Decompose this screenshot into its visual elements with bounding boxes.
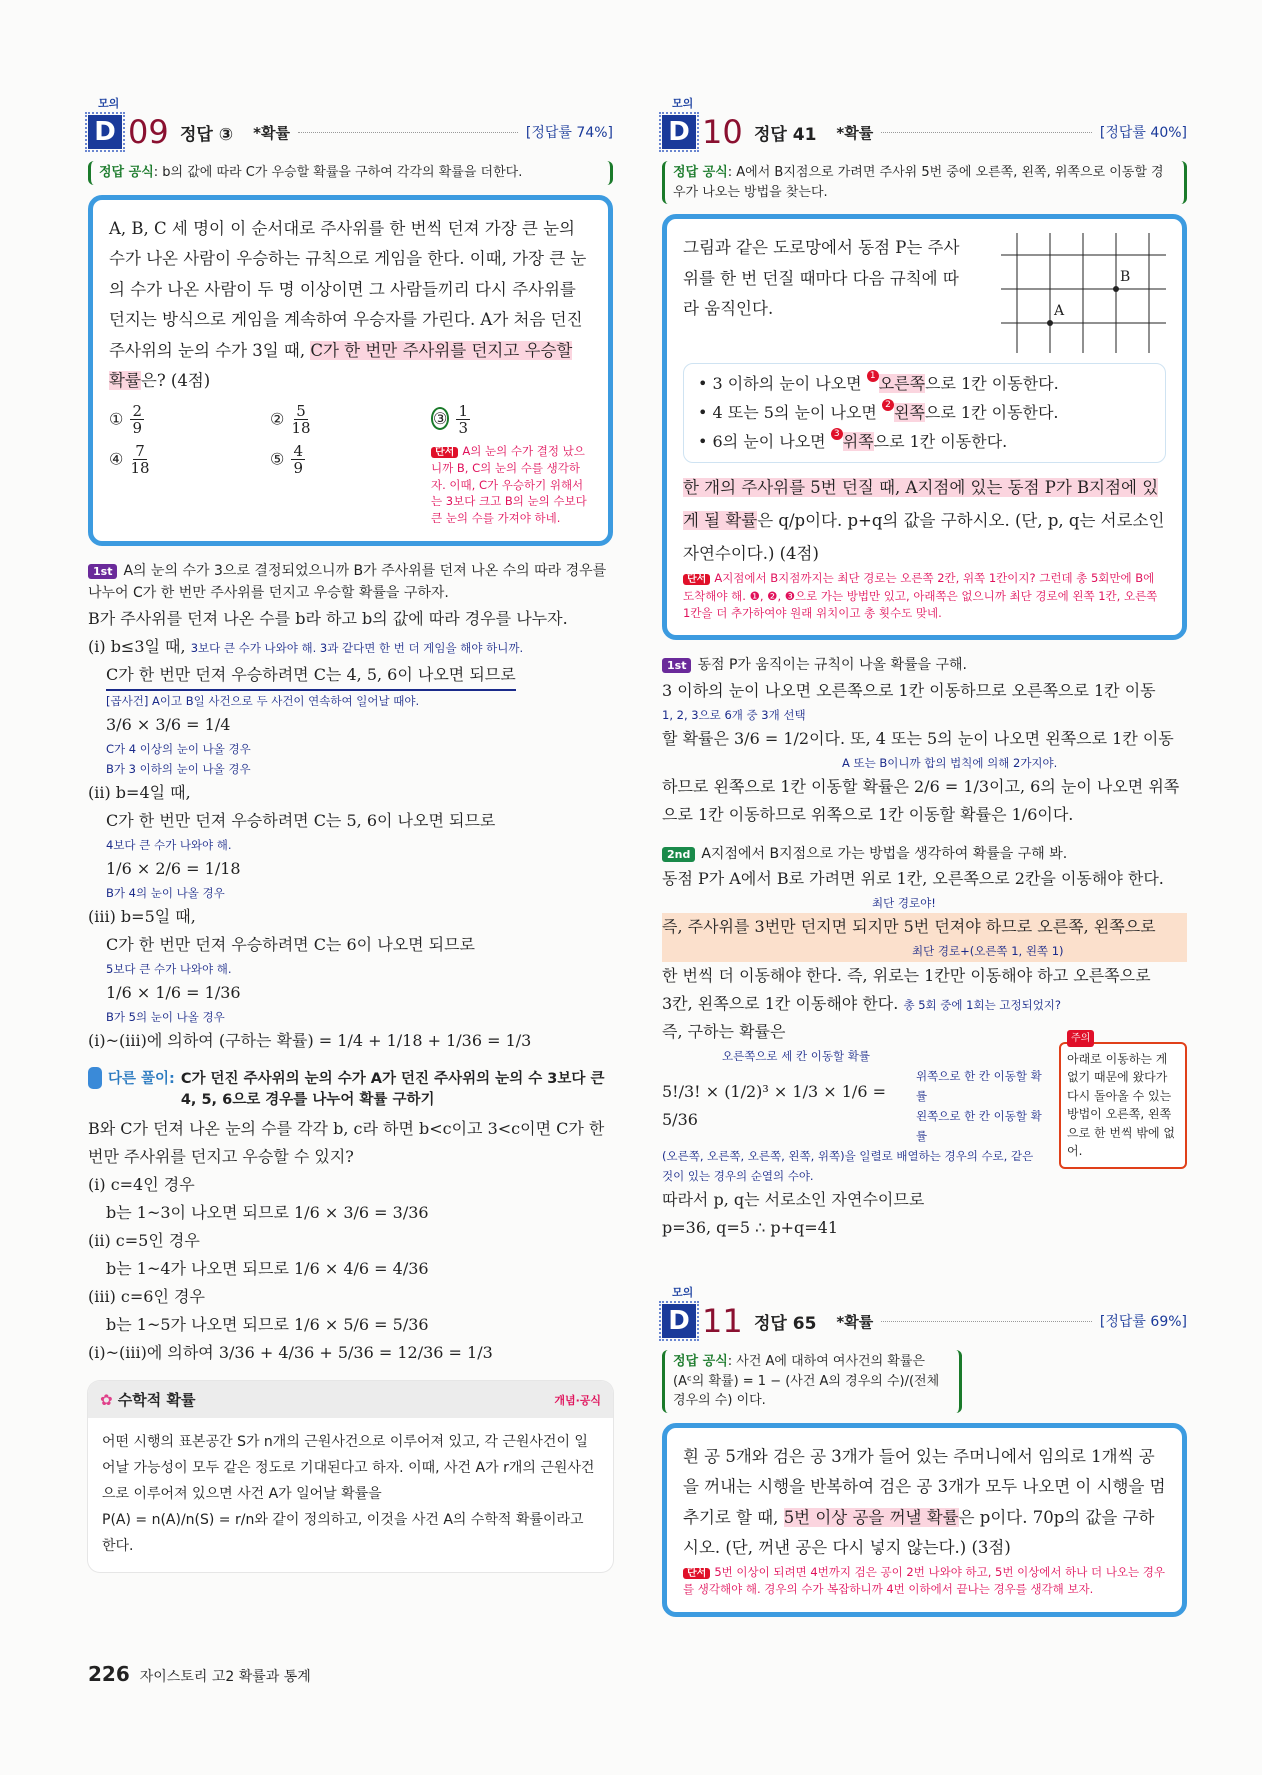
case-head: (i) c=4인 경우 — [88, 1175, 195, 1195]
concept-text: 어떤 시행의 표본공간 S가 n개의 근원사건으로 이루어져 있고, 각 근원사건이 일어날 가능성이 모두 같은 정도로 기대된다고 하자. 이때, 사건 A가 r개의 근원사건으로 이루어져 있으면 사건 A가 일어날 확률을 — [102, 1434, 595, 1503]
concept-title: ✿ 수학적 확률 — [100, 1389, 195, 1410]
answer-formula — [662, 161, 1187, 204]
body-line: 3칸, 왼쪽으로 1칸 이동해야 한다. — [662, 993, 899, 1013]
body-line: 동점 P가 A에서 B로 가려면 위로 1칸, 오른쪽으로 2칸을 이동해야 한다. — [662, 869, 1164, 889]
case-head: (ii) c=5인 경우 — [88, 1231, 200, 1251]
annotation: 1, 2, 3으로 6개 중 3개 선택 — [662, 707, 806, 722]
case-line: C가 한 번만 던져 우승하려면 C는 4, 5, 6이 나오면 되므로 — [106, 661, 516, 691]
choice-mark: ⑤ — [270, 449, 285, 469]
d-badge: D — [662, 1304, 696, 1338]
problem-highlight: C가 한 번만 주사위를 던지고 우승할 확률 — [109, 340, 573, 391]
rule-3: • 6의 눈이 나오면 3 위쪽으로 1칸 이동한다. — [698, 428, 1008, 451]
choice-mark: ① — [109, 409, 124, 429]
step1-body — [662, 677, 1187, 829]
body-line: 3 이하의 눈이 나오면 오른쪽으로 1칸 이동하므로 오른쪽으로 1칸 이동 — [662, 680, 1156, 700]
d-badge: D — [662, 115, 696, 149]
case-head: (iii) c=6인 경우 — [88, 1287, 205, 1307]
d-badge: D — [88, 115, 122, 149]
calculation-section — [662, 1018, 1187, 1243]
alternative-solution-header — [88, 1067, 613, 1109]
body-line: 즉, 주사위를 3번만 던지면 되지만 5번 던져야 하므로 오른쪽, 왼쪽으로 — [662, 913, 1187, 941]
topic-label: *확률 — [836, 123, 874, 142]
formula-label: 정답 공식 — [673, 1354, 728, 1370]
annotation: 오른쪽으로 세 칸 이동할 확률 — [722, 1048, 870, 1063]
caution-text: 아래로 이동하는 게 없기 때문에 왔다가 다시 돌아올 수 있는 방법이 오른쪽, 왼쪽으로 한 번씩 밖에 없어. — [1067, 1051, 1175, 1159]
hint-tag: 단서 — [683, 1568, 710, 1579]
answer-choices — [109, 403, 592, 527]
concept-formula: P(A) = n(A)/n(S) = r/n — [102, 1512, 255, 1529]
body-line: 한 번씩 더 이동해야 한다. 즉, 위로는 1칸만 이동해야 하고 오른쪽으로 — [662, 965, 1151, 985]
annotation: 최단 경로+(오른쪽 1, 왼쪽 1) — [662, 941, 1187, 961]
accuracy-rate: [정답률 74%] — [525, 125, 613, 141]
formula-text: : A에서 B지점으로 가려면 주사위 5번 중에 오른쪽, 왼쪽, 위쪽으로 이동할 경우가 나오는 방법을 찾는다. — [673, 165, 1164, 200]
dotted-leader — [881, 132, 1092, 133]
annotation: [곱사건] A이고 B일 사건으로 두 사건이 연속하여 일어날 때야. — [106, 693, 420, 708]
concept-tail: 와 같이 정의하고, 이것을 사건 A의 수학적 확률이라고 한다. — [102, 1512, 584, 1554]
formula-equation: (Aᶜ의 확률) = 1 − (사건 A의 경우의 수)/(전체 경우의 수) 이다. — [673, 1373, 940, 1409]
choice-4[interactable] — [109, 443, 270, 527]
choice-mark: ③ — [433, 409, 448, 429]
movement-rules — [683, 363, 1166, 463]
rule-2: • 4 또는 5의 눈이 나오면 2 왼쪽으로 1칸 이동한다. — [698, 399, 1059, 422]
rule-1: • 3 이하의 눈이 나오면 1 오른쪽으로 1칸 이동한다. — [698, 371, 1059, 393]
choice-5[interactable] — [270, 443, 431, 527]
mock-label: 모의 — [98, 97, 120, 110]
problem-box — [662, 214, 1187, 640]
step-1 — [662, 654, 1187, 676]
conclusion: (i)~(iii)에 의하여 (구하는 확률) = 1/4 + 1/18 + 1/36 = 1/3 — [88, 1031, 532, 1051]
hint-text: A지점에서 B지점까지는 최단 경로는 오른쪽 2칸, 위쪽 1칸이지? 그런데 총 5회만에 B에 도착해야 해. ❶, ❷, ❸으로 가는 방법만 있고, 아래쪽은 없으니까 최단 경로에 왼쪽 1칸, 오른쪽 1칸을 더 추가하여야 원래 위치이고 총 횟수도 맞네. — [683, 571, 1158, 620]
step-text: A의 눈의 수가 3으로 결정되었으니까 B가 주사위를 던져 나온 수의 따라 경우를 나누어 C가 한 번만 주사위를 던지고 우승할 확률을 구하자. — [88, 562, 607, 602]
hint-text: 5번 이상이 되려면 4번까지 검은 공이 2번 나와야 하고, 5번 이상에서 하나 더 나오는 경우를 생각해야 해. 경우의 수가 복잡하니까 4번 이하에서 끝나는 경우를 생각해 보자. — [683, 1564, 1166, 1597]
step-2 — [662, 843, 1187, 865]
alt-title: C가 던진 주사위의 눈의 수가 A가 던진 주사위의 눈의 수 3보다 큰 4, 5, 6으로 경우를 나누어 확률 구하기 — [180, 1071, 605, 1109]
step-tag: 1st — [662, 658, 691, 673]
right-column — [662, 95, 1187, 1617]
problem-intro: 그림과 같은 도로망에서 동점 P는 주사위를 한 번 던질 때마다 다음 규칙에 따라 움직인다. — [683, 238, 960, 319]
choice-mark: ② — [270, 409, 285, 429]
formula-text: : 사건 A에 대하여 여사건의 확률은 — [727, 1354, 925, 1370]
hint-tag: 단서 — [431, 447, 458, 458]
problem-highlight: 5번 이상 공을 꺼낼 확률 — [783, 1507, 959, 1527]
book-title: 자이스토리 고2 확률과 통계 — [139, 1669, 311, 1685]
annotation: B가 5의 눈이 나올 경우 — [106, 1010, 225, 1025]
problem-box — [662, 1423, 1187, 1617]
hint-text: A의 눈의 수가 결정 났으니까 B, C의 눈의 수를 생각하자. 이때, C가 우승하기 위해서는 3보다 크고 B의 눈의 수보다 큰 눈의 수를 가져야 하네. — [431, 443, 587, 526]
caution-box — [1059, 1032, 1187, 1170]
concept-tag: 개념·공식 — [554, 1393, 601, 1407]
topic-label: *확률 — [253, 123, 290, 142]
page-number: 226 — [88, 1662, 130, 1686]
question-text — [683, 471, 1166, 570]
annotation: 최단 경로야! — [872, 896, 936, 911]
answer-formula — [662, 1350, 962, 1413]
question-11-header — [662, 1300, 1187, 1342]
choice-3-correct[interactable] — [431, 403, 592, 437]
body-line: 할 확률은 3/6 = 1/2이다. 또, 4 또는 5의 눈이 나오면 왼쪽으로 1칸 이동 — [662, 728, 1174, 748]
problem-tail: 은 p이다. 70p의 값을 구하시오. (단, 꺼낸 공은 다시 넣지 않는다.) (3점) — [683, 1507, 1155, 1558]
fraction: $\frac{2}{9}$ — [132, 401, 142, 438]
question-number: 09 — [128, 113, 169, 151]
step-tag: 1st — [88, 564, 117, 579]
question-number: 11 — [702, 1302, 743, 1341]
case-line: b는 1~3이 나오면 되므로 1/6 × 3/6 = 3/36 — [106, 1203, 429, 1223]
accuracy-rate: [정답률 40%] — [1099, 125, 1187, 141]
choice-1[interactable] — [109, 403, 270, 437]
equation: 3/6 × 3/6 = 1/4 — [106, 714, 231, 734]
road-grid-figure — [1001, 233, 1166, 353]
case-line: b는 1~4가 나오면 되므로 1/6 × 4/6 = 4/36 — [106, 1259, 429, 1279]
case-line: C가 한 번만 던져 우승하려면 C는 5, 6이 나오면 되므로 — [106, 810, 496, 830]
problem-box — [88, 195, 613, 546]
hint — [431, 443, 592, 527]
formula-text: : b의 값에 따라 C가 우승할 확률을 구하여 각각의 확률을 더한다. — [153, 165, 523, 180]
point-a-label: A — [1054, 303, 1065, 319]
annotation: 총 5회 중에 1회는 고정되었지? — [903, 997, 1062, 1012]
body-line: 으로 1칸 이동하므로 위쪽으로 1칸 이동할 확률은 1/6이다. — [662, 804, 1074, 824]
problem-tail: 은? (4점) — [140, 371, 211, 391]
number-badge: 3 — [831, 428, 843, 440]
step-text: 동점 P가 움직이는 규칙이 나올 확률을 구해. — [697, 657, 967, 674]
caution-tag: 주의 — [1067, 1030, 1094, 1048]
question-highlight: 한 개의 주사위를 5번 던질 때, A지점에 있는 동점 P가 B지점에 있게 될 확률 — [683, 478, 1159, 531]
step-tag: 2nd — [662, 847, 695, 862]
case-head: (i) b≤3일 때, — [88, 636, 186, 656]
step-1 — [88, 560, 613, 605]
answer-formula — [88, 161, 613, 185]
case-head: (iii) b=5일 때, — [88, 907, 196, 927]
left-column — [88, 95, 613, 1572]
calc-equation: 5!/3! × (1/2)³ × 1/3 × 1/6 = 5/36 — [662, 1081, 886, 1129]
annotation: 왼쪽으로 한 칸 이동할 확률 — [916, 1108, 1042, 1144]
dotted-leader — [881, 1321, 1092, 1322]
point-b-label: B — [1120, 269, 1131, 285]
annotation: C가 4 이상의 눈이 나올 경우 — [106, 741, 251, 756]
fraction: $\frac{4}{9}$ — [293, 441, 303, 478]
page-footer — [88, 1662, 311, 1686]
case-line: b는 1~5가 나오면 되므로 1/6 × 5/6 = 5/36 — [106, 1315, 429, 1335]
concept-box — [88, 1381, 613, 1571]
annotation: 5보다 큰 수가 나와야 해. — [106, 962, 232, 977]
question-tail: 은 q/p이다. p+q의 값을 구하시오. (단, p, q는 서로소인 자연수이다.) (4점) — [683, 511, 1165, 564]
annotation: 4보다 큰 수가 나와야 해. — [106, 837, 232, 852]
annotation: 3보다 큰 수가 나와야 해. 3과 같다면 한 번 더 게임을 해야 하니까. — [190, 640, 524, 655]
answer-label: 정답 41 — [754, 124, 817, 145]
alt-intro: B와 C가 던져 나온 눈의 수를 각각 b, c라 하면 b<c이고 3<c이면 C가 한 번만 주사위를 던지고 우승할 수 있지? — [88, 1119, 605, 1167]
calc-intro: 즉, 구하는 확률은 — [662, 1021, 786, 1041]
mock-label: 모의 — [672, 1286, 694, 1300]
case-2 — [88, 779, 613, 903]
case-3 — [88, 903, 613, 1027]
equation: 1/6 × 1/6 = 1/36 — [106, 983, 241, 1003]
solution-intro: B가 주사위를 던져 나온 수를 b라 하고 b의 값에 따라 경우를 나누자. — [88, 608, 568, 628]
final-line: 따라서 p, q는 서로소인 자연수이므로 — [662, 1190, 925, 1210]
answer-label: 정답 ③ — [180, 124, 234, 145]
solution-body — [88, 605, 613, 1056]
annotation: (오른쪽, 오른쪽, 오른쪽, 왼쪽, 위쪽)을 일렬로 배열하는 경우의 수로, 같은 것이 있는 경우의 순열의 수야. — [662, 1149, 1034, 1184]
hint — [683, 1564, 1166, 1598]
annotation: B가 4의 눈이 나올 경우 — [106, 886, 225, 901]
annotation: A 또는 B이니까 합의 법칙에 의해 2가지야. — [842, 755, 1058, 770]
fraction: $\frac{1}{3}$ — [458, 401, 468, 438]
concept-body — [88, 1418, 613, 1571]
formula-label: 정답 공식 — [673, 165, 728, 180]
final-answer: p=36, q=5 ∴ p+q=41 — [662, 1218, 839, 1238]
question-10-header — [662, 111, 1187, 153]
alt-conclusion: (i)~(iii)에 의하여 3/36 + 4/36 + 5/36 = 12/36 = 1/3 — [88, 1343, 493, 1363]
step2-body — [662, 865, 1187, 1017]
case-1 — [88, 633, 613, 779]
alt-label: 다른 풀이: — [107, 1071, 175, 1088]
accuracy-rate: [정답률 69%] — [1099, 1314, 1187, 1331]
dotted-leader — [298, 132, 518, 133]
topic-label: *확률 — [836, 1312, 874, 1331]
number-badge: 2 — [882, 399, 894, 411]
concept-header — [88, 1381, 613, 1418]
case-head: (ii) b=4일 때, — [88, 782, 191, 802]
hint-tag: 단서 — [683, 574, 710, 585]
step-text: A지점에서 B지점으로 가는 방법을 생각하여 확률을 구해 봐. — [701, 845, 1068, 862]
alternative-solution-body — [88, 1115, 613, 1367]
answer-label: 정답 65 — [754, 1313, 817, 1334]
hint — [683, 570, 1166, 621]
formula-label: 정답 공식 — [99, 165, 154, 180]
choice-mark: ④ — [109, 449, 124, 469]
case-line: C가 한 번만 던져 우승하려면 C는 6이 나오면 되므로 — [106, 935, 476, 955]
problem-text: 흰 공 5개와 검은 공 3개가 들어 있는 주머니에서 임의로 1개씩 공을 꺼내는 시행을 반복하여 검은 공 3개가 모두 나오면 이 시행을 멈추기로 할 때, — [683, 1446, 1166, 1527]
annotation: 위쪽으로 한 칸 이동할 확률 — [916, 1068, 1042, 1103]
equation: 1/6 × 2/6 = 1/18 — [106, 859, 241, 879]
problem-text: A, B, C 세 명이 이 순서대로 주사위를 한 번씩 던져 가장 큰 눈의 수가 나온 사람이 우승하는 규칙으로 게임을 한다. 이때, 가장 큰 눈의 수가 나온 사람이 두 명 이상이면 그 사람들끼리 다시 주사위를 던지는 방식으로 게임을 계속하여 우승자를 가린다. A가 처음 던진 주사위의 눈의 수가 3일 때, — [109, 218, 587, 360]
dice-icon — [88, 1067, 102, 1089]
choice-2[interactable] — [270, 403, 431, 437]
question-number: 10 — [702, 113, 743, 151]
mock-label: 모의 — [672, 97, 694, 110]
number-badge: 1 — [867, 370, 879, 382]
question-09-header — [88, 111, 613, 153]
fraction: $\frac{7}{18}$ — [130, 441, 150, 478]
body-line: 하므로 왼쪽으로 1칸 이동할 확률은 2/6 = 1/3이고, 6의 눈이 나오면 위쪽 — [662, 776, 1180, 796]
fraction: $\frac{5}{18}$ — [291, 401, 311, 438]
annotation: B가 3 이하의 눈이 나올 경우 — [106, 761, 251, 776]
